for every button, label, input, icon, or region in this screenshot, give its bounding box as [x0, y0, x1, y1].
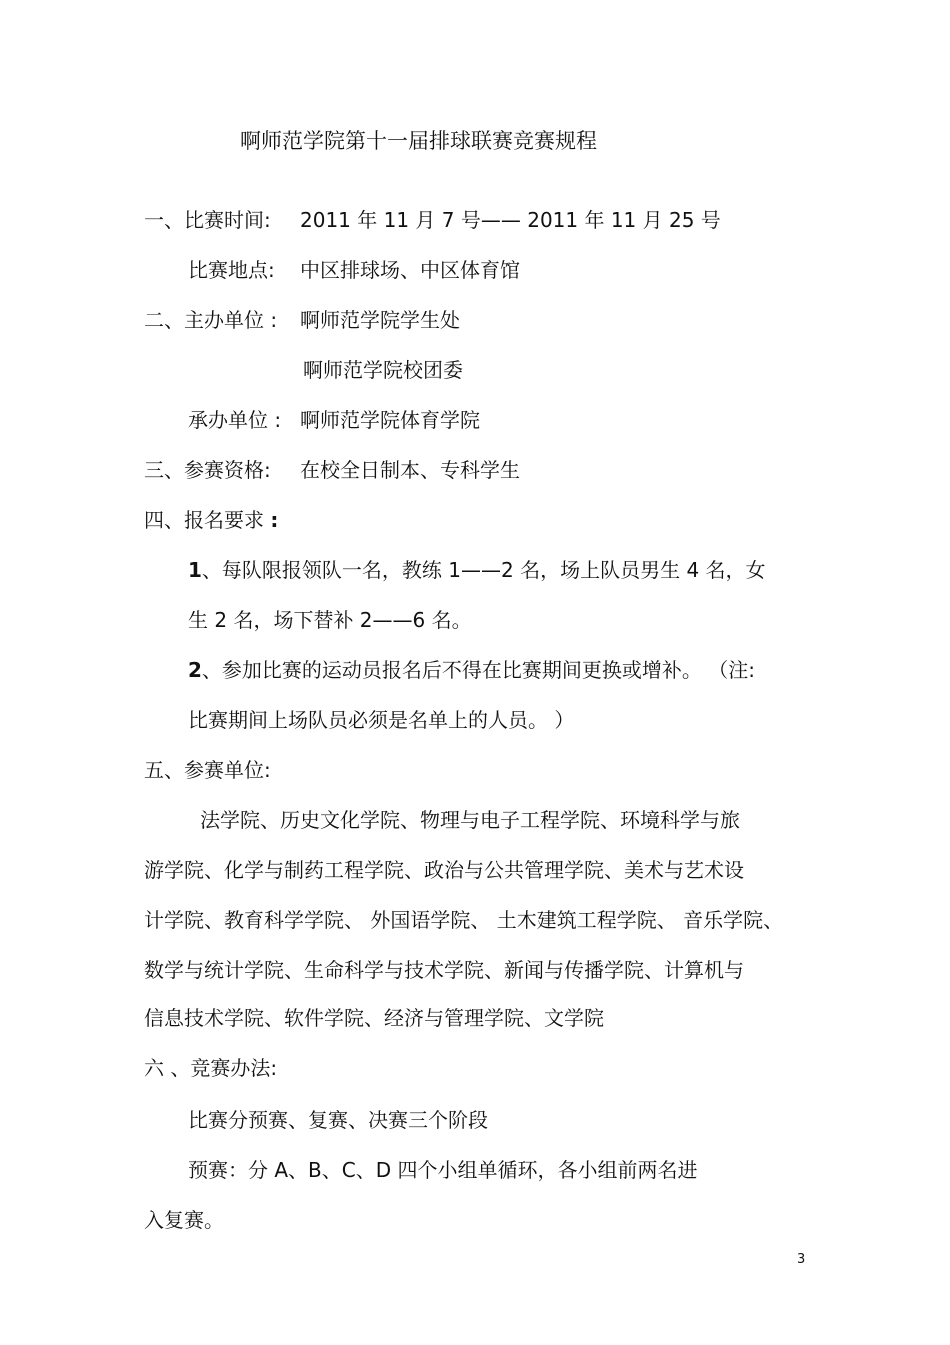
- participant-line-2: 游学院、化学与制药工程学院、政治与公共管理学院、美术与艺术设: [144, 858, 744, 882]
- organizer-2: 啊师范学院校团委: [303, 358, 463, 382]
- venue-label: 比赛地点:: [188, 258, 275, 282]
- requirement-1-number: 1: [188, 558, 202, 582]
- section-6-label: 六 、竞赛办法:: [144, 1056, 278, 1080]
- requirement-2-number: 2: [188, 658, 202, 682]
- requirement-2-line-2: 比赛期间上场队员必须是名单上的人员。 ）: [188, 708, 575, 732]
- co-organizer-value: 啊师范学院体育学院: [300, 408, 480, 432]
- document-title: 啊师范学院第十一届排球联赛竞赛规程: [240, 129, 597, 153]
- section-4-heading: [144, 508, 278, 532]
- section-3-label: 三、参赛资格:: [144, 458, 271, 482]
- competition-stages: 比赛分预赛、复赛、决赛三个阶段: [188, 1108, 488, 1132]
- participant-line-5: 信息技术学院、软件学院、经济与管理学院、文学院: [144, 1006, 604, 1030]
- requirement-1-line-2: 生 2 名，场下替补 2——6 名。: [188, 608, 472, 632]
- section-4-colon: :: [270, 508, 279, 532]
- section-2-label: 二、主办单位 :: [144, 308, 278, 332]
- section-1-value: 2011 年 11 月 7 号—— 2011 年 11 月 25 号: [300, 208, 721, 232]
- requirement-2-line-1: [188, 658, 755, 682]
- section-1-label: 一、比赛时间:: [144, 208, 271, 232]
- requirement-1-text: 、每队限报领队一名，教练 1——2 名，场上队员男生 4 名，女: [201, 558, 766, 582]
- participant-line-4: 数学与统计学院、生命科学与技术学院、新闻与传播学院、计算机与: [144, 958, 744, 982]
- section-4-label: 四、报名要求: [144, 508, 264, 532]
- participant-line-1: 法学院、历史文化学院、物理与电子工程学院、环境科学与旅: [200, 808, 740, 832]
- preliminary-line-1: 预赛：分 A、B、C、D 四个小组单循环，各小组前两名进: [188, 1158, 698, 1182]
- co-organizer-label: 承办单位 :: [188, 408, 282, 432]
- section-3-value: 在校全日制本、专科学生: [300, 458, 520, 482]
- page-number: 3: [797, 1252, 806, 1267]
- organizer-1: 啊师范学院学生处: [300, 308, 460, 332]
- section-5-label: 五、参赛单位:: [144, 758, 271, 782]
- preliminary-line-2: 入复赛。: [144, 1208, 224, 1232]
- venue-value: 中区排球场、中区体育馆: [300, 258, 520, 282]
- requirement-2-text: 、参加比赛的运动员报名后不得在比赛期间更换或增补。 （注:: [201, 658, 756, 682]
- participant-line-3: 计学院、教育科学学院、 外国语学院、 土木建筑工程学院、 音乐学院、: [144, 908, 784, 932]
- requirement-1-line-1: [188, 558, 766, 582]
